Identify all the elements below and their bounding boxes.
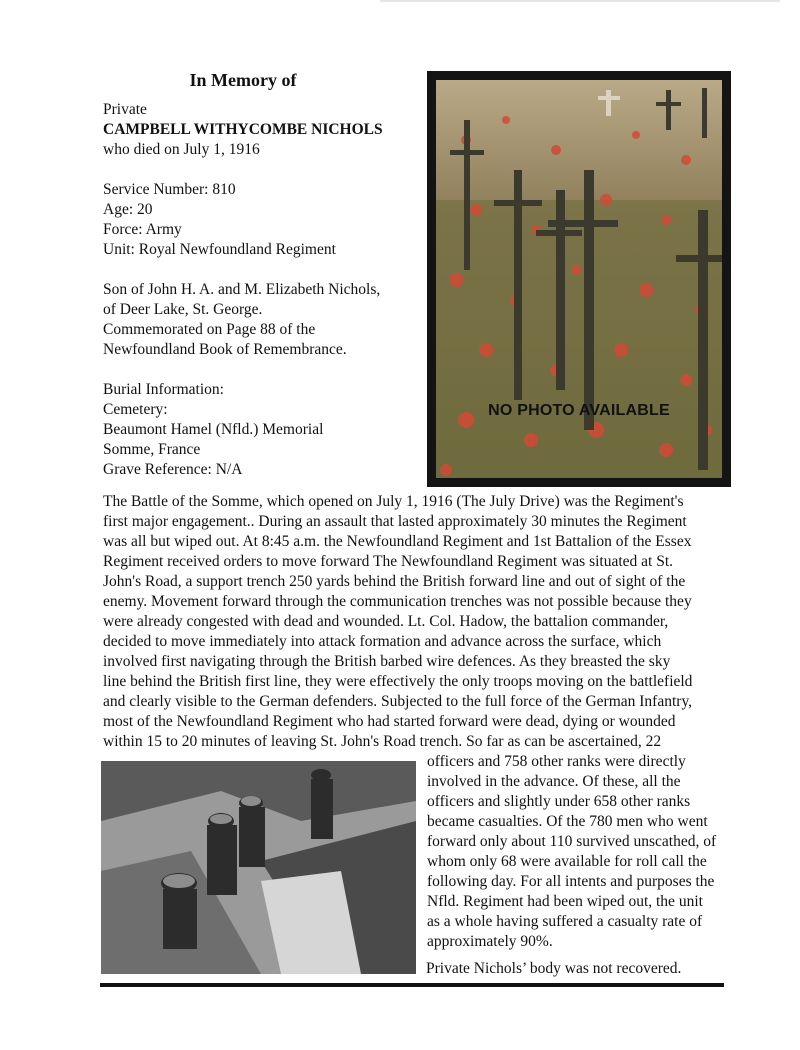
narrative-line: officers and slightly under 658 other ranks — [427, 793, 691, 810]
family-line: of Deer Lake, St. George. — [103, 301, 263, 318]
trench-photo — [101, 761, 416, 974]
narrative-line: whom only 68 were available for roll call the — [427, 853, 707, 870]
soldier-name: CAMPBELL WITHYCOMBE NICHOLS — [103, 121, 383, 138]
age: Age: 20 — [103, 201, 153, 218]
burial-heading: Burial Information: — [103, 381, 224, 398]
narrative-line: John's Road, a support trench 250 yards behind the British forward line and out of sight of the — [103, 573, 686, 590]
soldier-info — [103, 100, 423, 480]
narrative-line: as a whole having suffered a casualty rate of — [427, 913, 703, 930]
narrative-line: was all but wiped out. At 8:45 a.m. the Newfoundland Regiment and 1st Battalion of the Essex — [103, 533, 692, 550]
family-line: Commemorated on Page 88 of the — [103, 321, 316, 338]
battle-narrative-continued — [427, 752, 767, 952]
narrative-line: officers and 758 other ranks were directly — [427, 753, 686, 770]
narrative-line: decided to move immediately into attack formation and advance across the surface, which — [103, 633, 662, 650]
narrative-line: following day. For all intents and purposes the — [427, 873, 715, 890]
service-number: Service Number: 810 — [103, 181, 236, 198]
narrative-line: approximately 90%. — [427, 933, 553, 950]
unit: Unit: Royal Newfoundland Regiment — [103, 241, 336, 258]
family-line: Newfoundland Book of Remembrance. — [103, 341, 347, 358]
cemetery-label: Cemetery: — [103, 401, 168, 418]
rank: Private — [103, 101, 147, 118]
grave-reference: Grave Reference: N/A — [103, 461, 243, 478]
narrative-line: involved in the advance. Of these, all the — [427, 773, 681, 790]
family-line: Son of John H. A. and M. Elizabeth Nichols, — [103, 281, 381, 298]
cemetery-name: Beaumont Hamel (Nfld.) Memorial — [103, 421, 324, 438]
closing-statement: Private Nichols’ body was not recovered. — [426, 960, 682, 977]
narrative-line: first major engagement.. During an assault that lasted approximately 30 minutes the Regiment — [103, 513, 687, 530]
narrative-line: Nfld. Regiment had been wiped out, the unit — [427, 893, 703, 910]
placeholder-photo — [427, 71, 731, 487]
narrative-line: within 15 to 20 minutes of leaving St. John's Road trench. So far as can be ascertained, 22 — [103, 733, 662, 750]
no-photo-caption: NO PHOTO AVAILABLE — [488, 402, 670, 419]
narrative-line: Regiment received orders to move forward The Newfoundland Regiment was situated at St. — [103, 553, 674, 570]
battle-narrative — [103, 492, 753, 752]
narrative-line: The Battle of the Somme, which opened on July 1, 1916 (The July Drive) was the Regiment's — [103, 493, 684, 510]
narrative-line: line behind the British first line, they were effectively the only troops moving on the battlefield — [103, 673, 693, 690]
cemetery-location: Somme, France — [103, 441, 201, 458]
narrative-line: and clearly visible to the German defenders. Subjected to the full force of the German Infantry, — [103, 693, 693, 710]
narrative-line: forward only about 110 survived unscathed, of — [427, 833, 717, 850]
narrative-line: became casualties. Of the 780 men who went — [427, 813, 708, 830]
date-of-death: who died on July 1, 1916 — [103, 141, 260, 158]
force: Force: Army — [103, 221, 182, 238]
narrative-line: enemy. Movement forward through the communication trenches was not possible because they — [103, 593, 692, 610]
memorial-heading: In Memory of — [189, 70, 297, 90]
narrative-line: involved first navigating through the British barbed wire defences. As they breasted the sky — [103, 653, 671, 670]
narrative-line: were already congested with dead and wounded. Lt. Col. Hadow, the battalion commander, — [103, 613, 669, 630]
narrative-line: most of the Newfoundland Regiment who had started forward were dead, dying or wounded — [103, 713, 676, 730]
bottom-rule — [100, 983, 724, 987]
top-border-line — [380, 0, 780, 2]
